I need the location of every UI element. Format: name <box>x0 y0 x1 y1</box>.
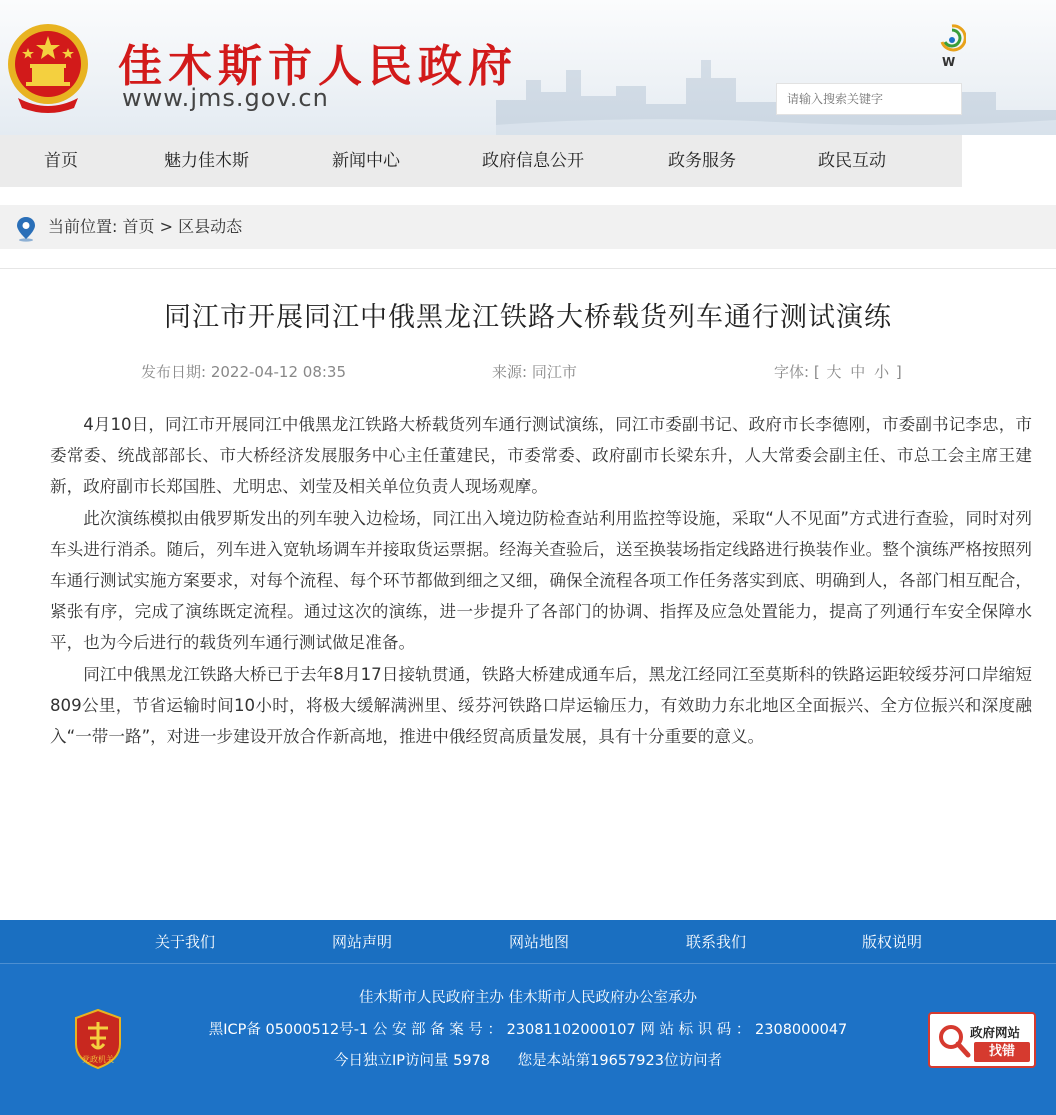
article-source <box>492 361 577 382</box>
nav-item-home[interactable]: 首页 <box>44 151 78 171</box>
nav-item-charm[interactable]: 魅力佳木斯 <box>164 151 249 171</box>
report-error-button[interactable]: 找错 <box>974 1042 1030 1062</box>
gov-site-error-finder[interactable] <box>928 1012 1036 1068</box>
footer-link-sitemap[interactable]: 网站地图 <box>509 933 570 951</box>
font-bracket-open: [ <box>813 363 820 381</box>
footer-icp[interactable]: 黑ICP备 05000512号-1 公 安 部 备 案 号 ： 23081102000107 网 站 标 识 码 ： 2308000047 <box>208 1022 848 1038</box>
svg-text:W: W <box>942 55 956 68</box>
article-paragraph: 4月10日，同江市开展同江中俄黑龙江铁路大桥载货列车通行测试演练，同江市委副书记、政府市长李德刚，市委副书记李忠，市委常委、统战部部长、市大桥经济发展服务中心主任董建民，市委常委、政府副市长梁东升，人大常委会副主任、市总工会主席王建新，政府副市长郑国胜、尤明忠、刘莹及相关单位负责人现场观摩。 <box>50 415 1032 497</box>
nav-item-services[interactable]: 政务服务 <box>668 151 736 171</box>
publish-date-value: 2022-04-12 08:35 <box>210 363 347 381</box>
footer-link-contact[interactable]: 联系我们 <box>686 933 747 951</box>
font-size-medium[interactable]: 中 <box>850 363 866 381</box>
font-size-large[interactable]: 大 <box>826 363 842 381</box>
main-nav <box>0 135 962 187</box>
font-size-label: 字体: <box>774 363 810 381</box>
gov-find-label: 政府网站 <box>970 1025 1021 1040</box>
partner-logo-icon <box>938 22 966 68</box>
publish-date-label: 发布日期: <box>141 363 207 381</box>
breadcrumb-text <box>48 205 242 249</box>
site-domain: www.jms.gov.cn <box>122 84 329 112</box>
footer-link-copyright[interactable]: 版权说明 <box>862 933 923 951</box>
article-body <box>50 409 1032 752</box>
breadcrumb-home[interactable]: 首页 <box>122 217 155 236</box>
footer-sponsor: 佳木斯市人民政府主办 佳木斯市人民政府办公室承办 <box>358 990 698 1006</box>
nav-item-interaction[interactable]: 政民互动 <box>818 151 886 171</box>
breadcrumb-prefix: 当前位置: <box>48 217 118 236</box>
font-size-control <box>774 361 902 382</box>
site-header <box>0 0 1056 135</box>
nav-item-news[interactable]: 新闻中心 <box>332 151 400 171</box>
search-input[interactable] <box>777 84 961 114</box>
site-title[interactable]: 佳木斯市人民政府 <box>118 41 518 92</box>
search-box[interactable] <box>776 83 962 115</box>
national-emblem-icon <box>4 18 92 118</box>
font-bracket-close: ] <box>895 363 902 381</box>
party-gov-badge-label: 党政机关 <box>82 1055 114 1064</box>
source-value: 同江市 <box>531 363 577 381</box>
breadcrumb-current[interactable]: 区县动态 <box>178 217 243 236</box>
breadcrumb <box>0 205 1056 249</box>
nav-item-gov-info[interactable]: 政府信息公开 <box>482 151 584 171</box>
breadcrumb-separator: > <box>154 217 179 236</box>
magnifier-icon <box>936 1022 972 1060</box>
footer-link-about[interactable]: 关于我们 <box>155 933 216 951</box>
footer-link-statement[interactable]: 网站声明 <box>332 933 393 951</box>
font-size-small[interactable]: 小 <box>874 363 890 381</box>
publish-date <box>141 361 346 382</box>
article-title: 同江市开展同江中俄黑龙江铁路大桥载货列车通行测试演练 <box>164 302 892 333</box>
footer-links <box>0 920 1056 964</box>
article-paragraph: 同江中俄黑龙江铁路大桥已于去年8月17日接轨贯通，铁路大桥建成通车后，黑龙江经同江至莫斯科的铁路运距较绥芬河口岸缩短809公里，节省运输时间10小时，将极大缓解满洲里、绥芬河铁路口岸运输压力，有效助力东北地区全面振兴、全方位振兴和深度融入“一带一路”，对进一步建设开放合作新高地，推进中俄经贸高质量发展，具有十分重要的意义。 <box>50 664 1032 747</box>
article <box>0 268 1056 920</box>
location-pin-icon <box>14 216 38 242</box>
site-footer <box>0 964 1056 1115</box>
source-label: 来源: <box>492 363 528 381</box>
footer-visits: 今日独立IP访问量 5978 您是本站第19657923位访问者 <box>334 1053 722 1069</box>
article-paragraph: 此次演练模拟由俄罗斯发出的列车驶入边检场，同江出入境边防检查站利用监控等设施，采取“人不见面”方式进行查验，同时对列车头进行消杀。随后，列车进入宽轨场调车并接取货运票据。经海关查验后，送至换装场指定线路进行换装作业。整个演练严格按照列车通行测试实施方案要求，对每个流程、每个环节都做到细之又细，确保全流程各项工作任务落实到底、明确到人，各部门相互配合，紧张有序，完成了演练既定流程。通过这次的演练，进一步提升了各部门的协调、指挥及应急处置能力，提高了列通行车安全保障水平，也为今后进行的载货列车通行测试做足准备。 <box>50 508 1032 653</box>
